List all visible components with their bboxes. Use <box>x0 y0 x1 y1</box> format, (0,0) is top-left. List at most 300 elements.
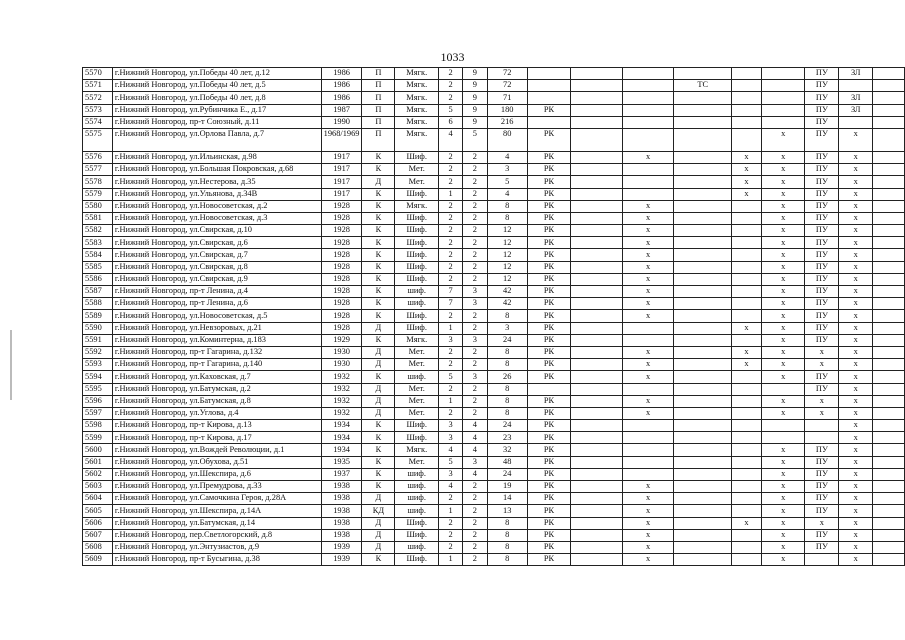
row-number-cell: 5574 <box>83 116 113 128</box>
roof-type-cell: Шиф. <box>395 249 439 261</box>
col-10-cell: x <box>622 481 674 493</box>
address-cell: г.Нижний Новгород, ул.Каховская, д.7 <box>112 371 321 383</box>
row-number-cell: 5583 <box>83 237 113 249</box>
build-year-cell: 1928 <box>321 322 362 334</box>
apartments-cell: 8 <box>487 395 527 407</box>
row-number-cell: 5608 <box>83 541 113 553</box>
col-rk-cell: РК <box>527 322 571 334</box>
address-cell: г.Нижний Новгород, ул.Ильинская, д.98 <box>112 151 321 163</box>
build-year-cell: 1932 <box>321 371 362 383</box>
col-11-cell <box>674 383 732 395</box>
col-9-cell <box>571 493 623 505</box>
table-row <box>83 420 905 432</box>
entrances-cell: 4 <box>439 128 463 151</box>
build-year-cell: 1928 <box>321 273 362 285</box>
apartments-cell: 12 <box>487 273 527 285</box>
col-15-cell: x <box>839 371 873 383</box>
page-number: 1033 <box>440 50 465 64</box>
wall-material-cell: Д <box>362 517 395 529</box>
col-10-cell: x <box>622 346 674 358</box>
build-year-cell: 1930 <box>321 346 362 358</box>
col-pu-cell <box>805 432 839 444</box>
row-number-cell: 5603 <box>83 481 113 493</box>
address-cell: г.Нижний Новгород, пр-т Ленина, д.6 <box>112 298 321 310</box>
row-number-cell: 5594 <box>83 371 113 383</box>
roof-type-cell: Шиф. <box>395 554 439 566</box>
col-16-cell <box>873 176 905 188</box>
col-16-cell <box>873 322 905 334</box>
wall-material-cell: К <box>362 481 395 493</box>
row-number-cell: 5609 <box>83 554 113 566</box>
col-16-cell <box>873 273 905 285</box>
col-rk-cell: РК <box>527 444 571 456</box>
col-pu-cell: x <box>805 395 839 407</box>
col-9-cell <box>571 554 623 566</box>
col-13-cell <box>761 432 805 444</box>
col-15-cell <box>839 80 873 92</box>
col-rk-cell: РК <box>527 505 571 517</box>
col-11-cell <box>674 116 732 128</box>
col-pu-cell: ПУ <box>805 92 839 104</box>
col-15-cell: x <box>839 273 873 285</box>
row-number-cell: 5591 <box>83 334 113 346</box>
col-15-cell: x <box>839 420 873 432</box>
col-11-cell <box>674 188 732 200</box>
entrances-cell: 5 <box>439 456 463 468</box>
col-rk-cell: РК <box>527 188 571 200</box>
apartments-cell: 8 <box>487 541 527 553</box>
col-15-cell: x <box>839 322 873 334</box>
roof-type-cell: Шиф. <box>395 529 439 541</box>
col-13-cell <box>761 420 805 432</box>
roof-type-cell: Мягк. <box>395 116 439 128</box>
entrances-cell: 4 <box>439 481 463 493</box>
wall-material-cell: П <box>362 104 395 116</box>
col-pu-cell: ПУ <box>805 383 839 395</box>
apartments-cell: 80 <box>487 128 527 151</box>
floors-cell: 2 <box>462 493 487 505</box>
col-10-cell: x <box>622 517 674 529</box>
entrances-cell: 2 <box>439 249 463 261</box>
table-row <box>83 176 905 188</box>
col-rk-cell: РК <box>527 176 571 188</box>
row-number-cell: 5592 <box>83 346 113 358</box>
table-row <box>83 517 905 529</box>
col-15-cell: x <box>839 200 873 212</box>
col-rk-cell: РК <box>527 456 571 468</box>
col-13-cell: x <box>761 517 805 529</box>
table-row <box>83 286 905 298</box>
col-13-cell: x <box>761 237 805 249</box>
col-pu-cell: ПУ <box>805 444 839 456</box>
roof-type-cell: Мягк. <box>395 334 439 346</box>
col-16-cell <box>873 249 905 261</box>
col-11-cell <box>674 395 732 407</box>
col-12-cell <box>732 554 762 566</box>
col-rk-cell: РК <box>527 481 571 493</box>
entrances-cell: 6 <box>439 116 463 128</box>
col-rk-cell: РК <box>527 420 571 432</box>
entrances-cell: 2 <box>439 176 463 188</box>
floors-cell: 3 <box>462 286 487 298</box>
col-15-cell: x <box>839 359 873 371</box>
build-year-cell: 1932 <box>321 407 362 419</box>
wall-material-cell: К <box>362 225 395 237</box>
col-9-cell <box>571 176 623 188</box>
col-11-cell <box>674 517 732 529</box>
col-pu-cell: ПУ <box>805 529 839 541</box>
col-pu-cell: ПУ <box>805 200 839 212</box>
col-12-cell <box>732 128 762 151</box>
col-9-cell <box>571 164 623 176</box>
col-11-cell <box>674 128 732 151</box>
table-row <box>83 554 905 566</box>
build-year-cell: 1968/1969 <box>321 128 362 151</box>
apartments-cell: 8 <box>487 359 527 371</box>
roof-type-cell: Мягк. <box>395 80 439 92</box>
col-10-cell: x <box>622 371 674 383</box>
entrances-cell: 2 <box>439 273 463 285</box>
build-year-cell: 1917 <box>321 164 362 176</box>
col-10-cell <box>622 334 674 346</box>
floors-cell: 2 <box>462 237 487 249</box>
build-year-cell: 1986 <box>321 68 362 80</box>
col-10-cell: x <box>622 212 674 224</box>
col-12-cell: x <box>732 188 762 200</box>
col-15-cell: x <box>839 176 873 188</box>
wall-material-cell: К <box>362 200 395 212</box>
col-16-cell <box>873 505 905 517</box>
col-9-cell <box>571 80 623 92</box>
col-12-cell <box>732 80 762 92</box>
roof-type-cell: Мягк. <box>395 68 439 80</box>
col-rk-cell: РК <box>527 286 571 298</box>
row-number-cell: 5606 <box>83 517 113 529</box>
roof-type-cell: шиф. <box>395 493 439 505</box>
roof-type-cell: Шиф. <box>395 273 439 285</box>
col-12-cell <box>732 104 762 116</box>
col-13-cell: x <box>761 407 805 419</box>
table-row <box>83 505 905 517</box>
col-11-cell <box>674 529 732 541</box>
col-9-cell <box>571 334 623 346</box>
col-9-cell <box>571 200 623 212</box>
apartments-cell: 24 <box>487 420 527 432</box>
col-16-cell <box>873 80 905 92</box>
col-13-cell <box>761 116 805 128</box>
col-13-cell: x <box>761 359 805 371</box>
col-12-cell <box>732 212 762 224</box>
col-15-cell: x <box>839 456 873 468</box>
col-11-cell <box>674 444 732 456</box>
row-number-cell: 5600 <box>83 444 113 456</box>
col-16-cell <box>873 212 905 224</box>
col-15-cell: x <box>839 432 873 444</box>
col-11-cell <box>674 554 732 566</box>
roof-type-cell: Шиф. <box>395 188 439 200</box>
apartments-cell: 8 <box>487 383 527 395</box>
col-13-cell: x <box>761 225 805 237</box>
col-16-cell <box>873 481 905 493</box>
roof-type-cell: Шиф. <box>395 432 439 444</box>
col-16-cell <box>873 554 905 566</box>
address-cell: г.Нижний Новгород, ул.Ульянова, д.34В <box>112 188 321 200</box>
col-rk-cell: РК <box>527 273 571 285</box>
build-year-cell: 1934 <box>321 432 362 444</box>
entrances-cell: 2 <box>439 151 463 163</box>
col-15-cell: ЗЛ <box>839 68 873 80</box>
floors-cell: 4 <box>462 432 487 444</box>
col-rk-cell: РК <box>527 395 571 407</box>
col-rk-cell: РК <box>527 212 571 224</box>
row-number-cell: 5584 <box>83 249 113 261</box>
row-number-cell: 5601 <box>83 456 113 468</box>
row-number-cell: 5607 <box>83 529 113 541</box>
col-12-cell <box>732 541 762 553</box>
col-16-cell <box>873 286 905 298</box>
table-row <box>83 298 905 310</box>
row-number-cell: 5570 <box>83 68 113 80</box>
col-pu-cell: ПУ <box>805 80 839 92</box>
address-cell: г.Нижний Новгород, ул.Самочкина Героя, д.28А <box>112 493 321 505</box>
row-number-cell: 5573 <box>83 104 113 116</box>
address-cell: г.Нижний Новгород, ул.Вождей Революции, д.1 <box>112 444 321 456</box>
col-13-cell: x <box>761 456 805 468</box>
wall-material-cell: К <box>362 420 395 432</box>
table-row <box>83 151 905 163</box>
col-rk-cell: РК <box>527 493 571 505</box>
entrances-cell: 2 <box>439 517 463 529</box>
col-pu-cell: ПУ <box>805 310 839 322</box>
floors-cell: 5 <box>462 128 487 151</box>
col-12-cell <box>732 68 762 80</box>
floors-cell: 2 <box>462 200 487 212</box>
col-13-cell: x <box>761 395 805 407</box>
wall-material-cell: К <box>362 286 395 298</box>
address-cell: г.Нижний Новгород, ул.Шекспира, д.6 <box>112 468 321 480</box>
table-row <box>83 261 905 273</box>
col-9-cell <box>571 116 623 128</box>
col-15-cell: x <box>839 310 873 322</box>
col-11-cell <box>674 468 732 480</box>
col-11-cell <box>674 92 732 104</box>
col-rk-cell <box>527 116 571 128</box>
col-10-cell: x <box>622 541 674 553</box>
col-10-cell: x <box>622 554 674 566</box>
address-cell: г.Нижний Новгород, ул.Свирская, д.8 <box>112 261 321 273</box>
col-12-cell <box>732 116 762 128</box>
build-year-cell: 1938 <box>321 505 362 517</box>
col-15-cell: x <box>839 225 873 237</box>
col-11-cell <box>674 151 732 163</box>
col-10-cell: x <box>622 200 674 212</box>
col-13-cell <box>761 104 805 116</box>
col-rk-cell: РК <box>527 346 571 358</box>
table-row <box>83 383 905 395</box>
table-row <box>83 493 905 505</box>
col-11-cell <box>674 456 732 468</box>
col-rk-cell: РК <box>527 359 571 371</box>
entrances-cell: 2 <box>439 383 463 395</box>
apartments-cell: 14 <box>487 493 527 505</box>
address-cell: г.Нижний Новгород, пр-т Гагарина, д.132 <box>112 346 321 358</box>
col-9-cell <box>571 225 623 237</box>
roof-type-cell: Мягк. <box>395 200 439 212</box>
col-pu-cell: ПУ <box>805 116 839 128</box>
table-row <box>83 481 905 493</box>
col-10-cell <box>622 444 674 456</box>
col-rk-cell: РК <box>527 407 571 419</box>
floors-cell: 2 <box>462 225 487 237</box>
col-16-cell <box>873 371 905 383</box>
col-13-cell: x <box>761 334 805 346</box>
col-10-cell: x <box>622 310 674 322</box>
table-row <box>83 346 905 358</box>
col-15-cell: x <box>839 212 873 224</box>
apartments-cell: 12 <box>487 249 527 261</box>
col-11-cell <box>674 371 732 383</box>
col-10-cell <box>622 456 674 468</box>
col-10-cell: x <box>622 359 674 371</box>
col-11-cell <box>674 298 732 310</box>
table-row <box>83 444 905 456</box>
floors-cell: 2 <box>462 529 487 541</box>
col-12-cell <box>732 383 762 395</box>
col-10-cell: x <box>622 505 674 517</box>
col-12-cell <box>732 92 762 104</box>
col-11-cell <box>674 225 732 237</box>
build-year-cell: 1917 <box>321 176 362 188</box>
floors-cell: 3 <box>462 298 487 310</box>
col-11-cell <box>674 505 732 517</box>
col-pu-cell: ПУ <box>805 212 839 224</box>
address-cell: г.Нижний Новгород, пер.Светлогорский, д.8 <box>112 529 321 541</box>
col-13-cell: x <box>761 322 805 334</box>
col-15-cell: ЗЛ <box>839 92 873 104</box>
roof-type-cell: Мет. <box>395 395 439 407</box>
col-9-cell <box>571 310 623 322</box>
col-13-cell <box>761 68 805 80</box>
build-year-cell: 1928 <box>321 237 362 249</box>
col-pu-cell: ПУ <box>805 128 839 151</box>
col-13-cell: x <box>761 164 805 176</box>
roof-type-cell: Мет. <box>395 383 439 395</box>
row-number-cell: 5585 <box>83 261 113 273</box>
col-16-cell <box>873 468 905 480</box>
col-11-cell <box>674 249 732 261</box>
table-body <box>83 68 905 566</box>
col-12-cell <box>732 444 762 456</box>
build-year-cell: 1928 <box>321 298 362 310</box>
entrances-cell: 3 <box>439 420 463 432</box>
col-15-cell: x <box>839 164 873 176</box>
roof-type-cell: Шиф. <box>395 237 439 249</box>
col-rk-cell: РК <box>527 371 571 383</box>
col-pu-cell: ПУ <box>805 188 839 200</box>
wall-material-cell: Д <box>362 407 395 419</box>
col-pu-cell: ПУ <box>805 68 839 80</box>
address-cell: г.Нижний Новгород, ул.Победы 40 лет, д.8 <box>112 92 321 104</box>
address-cell: г.Нижний Новгород, пр-т Союзный, д.11 <box>112 116 321 128</box>
entrances-cell: 7 <box>439 286 463 298</box>
scan-margin-artifact <box>10 330 12 400</box>
col-12-cell: x <box>732 151 762 163</box>
col-9-cell <box>571 383 623 395</box>
col-15-cell: x <box>839 493 873 505</box>
table-row <box>83 273 905 285</box>
apartments-cell: 24 <box>487 334 527 346</box>
col-15-cell: x <box>839 395 873 407</box>
col-rk-cell: РК <box>527 104 571 116</box>
table-row <box>83 541 905 553</box>
table-row <box>83 68 905 80</box>
col-11-cell <box>674 407 732 419</box>
apartments-cell: 4 <box>487 151 527 163</box>
entrances-cell: 2 <box>439 68 463 80</box>
col-11-cell <box>674 164 732 176</box>
roof-type-cell: Мет. <box>395 407 439 419</box>
col-12-cell <box>732 481 762 493</box>
col-16-cell <box>873 346 905 358</box>
roof-type-cell: Шиф. <box>395 420 439 432</box>
col-10-cell <box>622 468 674 480</box>
table-row <box>83 432 905 444</box>
wall-material-cell: К <box>362 468 395 480</box>
apartments-cell: 8 <box>487 200 527 212</box>
wall-material-cell: Д <box>362 383 395 395</box>
table-row <box>83 407 905 419</box>
col-12-cell <box>732 334 762 346</box>
roof-type-cell: Шиф. <box>395 310 439 322</box>
apartments-cell: 4 <box>487 188 527 200</box>
col-pu-cell: ПУ <box>805 298 839 310</box>
wall-material-cell: К <box>362 273 395 285</box>
roof-type-cell: шиф. <box>395 371 439 383</box>
col-9-cell <box>571 481 623 493</box>
table-row <box>83 104 905 116</box>
address-cell: г.Нижний Новгород, ул.Свирская, д.6 <box>112 237 321 249</box>
entrances-cell: 1 <box>439 554 463 566</box>
floors-cell: 2 <box>462 176 487 188</box>
row-number-cell: 5602 <box>83 468 113 480</box>
table-row <box>83 212 905 224</box>
col-16-cell <box>873 541 905 553</box>
col-13-cell: x <box>761 249 805 261</box>
col-11-cell <box>674 286 732 298</box>
wall-material-cell: КД <box>362 505 395 517</box>
floors-cell: 2 <box>462 188 487 200</box>
address-cell: г.Нижний Новгород, ул.Шекспира, д.14А <box>112 505 321 517</box>
table-row <box>83 225 905 237</box>
table-row <box>83 80 905 92</box>
table-row <box>83 468 905 480</box>
col-11-cell: ТС <box>674 80 732 92</box>
floors-cell: 2 <box>462 359 487 371</box>
wall-material-cell: К <box>362 249 395 261</box>
roof-type-cell: Мет. <box>395 456 439 468</box>
col-15-cell: x <box>839 541 873 553</box>
col-16-cell <box>873 68 905 80</box>
col-pu-cell: ПУ <box>805 468 839 480</box>
col-16-cell <box>873 104 905 116</box>
floors-cell: 2 <box>462 407 487 419</box>
col-12-cell <box>732 468 762 480</box>
apartments-cell: 8 <box>487 407 527 419</box>
col-pu-cell: ПУ <box>805 151 839 163</box>
apartments-cell: 13 <box>487 505 527 517</box>
row-number-cell: 5587 <box>83 286 113 298</box>
apartments-cell: 26 <box>487 371 527 383</box>
